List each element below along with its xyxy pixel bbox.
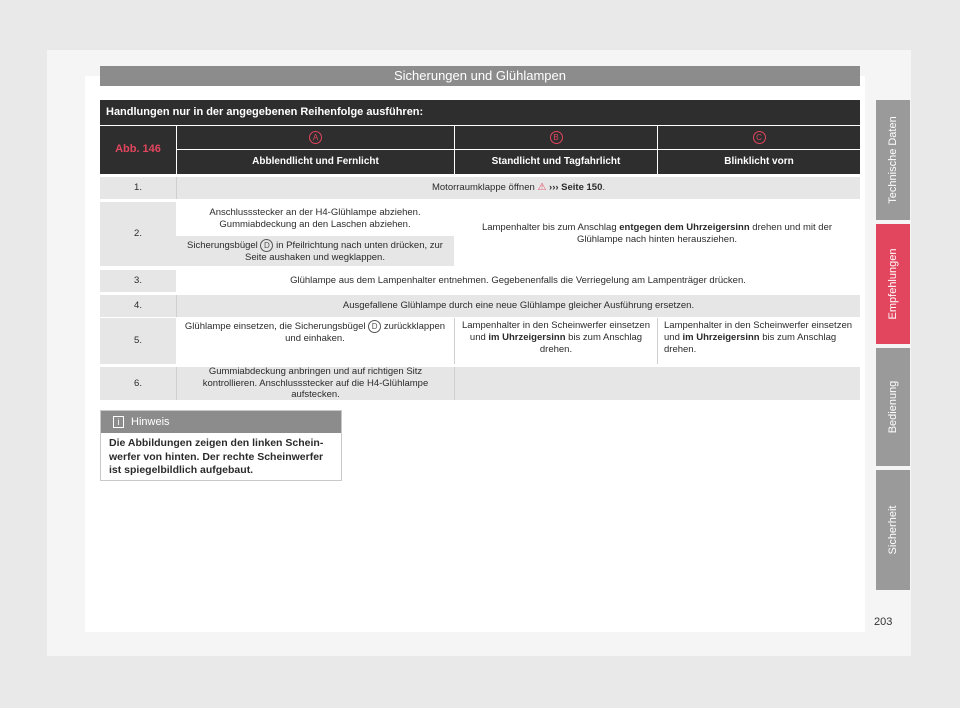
info-icon: i [113,416,124,428]
tab-empfehlungen[interactable]: Empfehlungen [876,224,910,344]
table-row [100,367,860,400]
step-text-c: Lampenhalter in den Scheinwerfer einsetzen und im Uhrzeigersinn bis zum Anschlag drehen. [657,318,860,364]
page-number: 203 [874,616,893,628]
col-letter-c: C [657,126,860,149]
tab-bedienung[interactable]: Bedienung [876,348,910,466]
step-text-a: Glühlampe einsetzen, die Sicherungsbügel D zurückklappen und einhaken. [184,321,446,344]
step-text-a: Gummiabdeckung anbringen und auf richtigen Sitz kontrollieren. Anschlussstecker auf die H4-Glühlampe aufstecken. [176,367,454,400]
step-text-b: Lampenhalter in den Scheinwerfer einsetzen und im Uhrzeigersinn bis zum Anschlag drehen. [454,318,657,364]
page-link[interactable]: ››› Seite 150 [549,182,603,194]
table-header-row [100,126,860,174]
figure-reference-label: Abb. 146 [115,143,161,156]
step-number: 3. [100,270,176,292]
note-text: Die Abbildungen zeigen den linken Scheinwerfer von hinten. Der rechte Scheinwerfer ist spiegelbildlich aufgebaut. [109,437,324,477]
step-text: Ausgefallene Glühlampe durch eine neue Glühlampe gleicher Ausführung ersetzen. [176,295,860,317]
step-text: Motorraumklappe öffnen ⚠ ››› Seite 150 . [176,177,860,199]
col-header-b: Standlicht und Tagfahrlicht [454,150,657,174]
tab-sicherheit[interactable]: Sicherheit [876,470,910,590]
table-row [100,270,860,292]
table-instruction: Handlungen nur in der angegebenen Reihenfolge ausführen: [100,100,860,125]
step-number: 6. [134,377,142,389]
step-number: 4. [134,300,142,312]
step-text-bc: Lampenhalter bis zum Anschlag entgegen dem Uhrzeigersinn drehen und mit der Glühlampe nach hinten herausziehen. [481,222,833,245]
step-number: 2. [100,202,176,266]
step-text-empty [454,367,860,400]
label-d-icon: D [368,320,381,333]
col-header-a: Abblendlicht und Fernlicht [176,150,454,174]
col-letter-b: B [454,126,657,149]
step-text-a2: Sicherungsbügel D in Pfeilrichtung nach unten drücken, zur Seite aushaken und wegklappen. [176,236,454,266]
col-header-c: Blinklicht vorn [657,150,860,174]
note-title: Hinweis [131,416,170,428]
step-number: 5. [100,318,176,364]
warning-icon: ⚠ [537,181,547,193]
table-row [100,202,860,266]
table-row [100,318,860,364]
note-box [100,410,342,481]
step-text-a1: Anschlussstecker an der H4-Glühlampe abziehen. Gummiabdeckung an den Laschen abziehen. [209,207,421,230]
figure-reference [100,126,176,174]
col-letter-a: A [176,126,454,149]
tab-technische-daten[interactable]: Technische Daten [876,100,910,220]
label-d-icon: D [260,239,273,252]
note-header [101,411,341,433]
step-number: 1. [134,182,142,194]
table-row [100,177,860,199]
page-title: Sicherungen und Glühlampen [100,66,860,86]
step-text: Glühlampe aus dem Lampenhalter entnehmen. Gegebenenfalls die Verriegelung am Lampenträger drücken. [290,275,746,287]
table-row [100,295,860,317]
